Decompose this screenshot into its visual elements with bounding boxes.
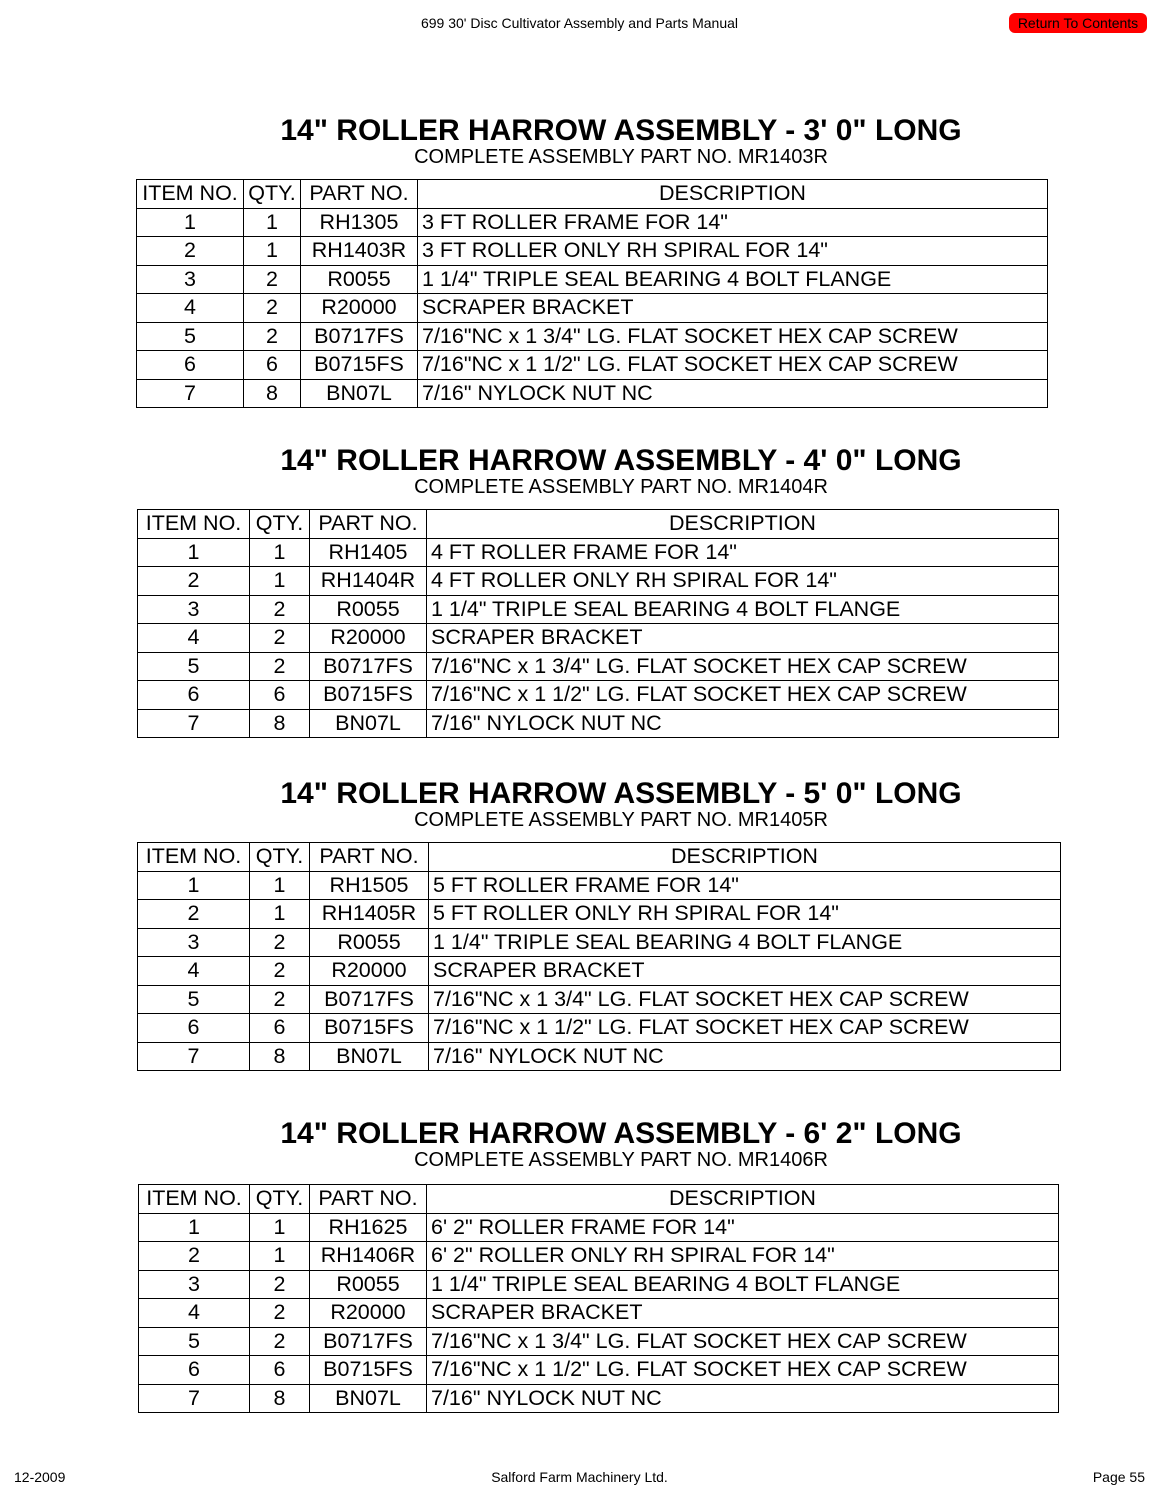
description-cell: 1 1/4" TRIPLE SEAL BEARING 4 BOLT FLANGE (418, 265, 1048, 294)
qty-cell: 2 (250, 595, 310, 624)
description-cell: SCRAPER BRACKET (429, 957, 1061, 986)
description-cell: SCRAPER BRACKET (418, 294, 1048, 323)
part-no-cell: BN07L (301, 379, 418, 408)
item-no-header: ITEM NO. (139, 1185, 250, 1214)
section-subtitle: COMPLETE ASSEMBLY PART NO. MR1403R (414, 146, 828, 168)
item-no-header: ITEM NO. (138, 510, 250, 539)
description-cell: 7/16"NC x 1 3/4" LG. FLAT SOCKET HEX CAP SCREW (427, 652, 1059, 681)
table-row (137, 237, 1048, 266)
part-no-cell: B0715FS (310, 681, 427, 710)
part-no-cell: B0717FS (310, 1327, 427, 1356)
parts-table (137, 842, 1061, 1071)
description-cell: 1 1/4" TRIPLE SEAL BEARING 4 BOLT FLANGE (427, 595, 1059, 624)
qty-header: QTY. (250, 843, 310, 872)
qty-cell: 2 (250, 624, 310, 653)
section-title: 14" ROLLER HARROW ASSEMBLY - 5' 0" LONG (280, 777, 962, 810)
table-header-row (138, 510, 1059, 539)
qty-cell: 6 (250, 681, 310, 710)
table-row (138, 871, 1061, 900)
part-no-cell: RH1305 (301, 208, 418, 237)
item-no-cell: 1 (138, 871, 250, 900)
item-no-cell: 3 (137, 265, 244, 294)
description-cell: 7/16" NYLOCK NUT NC (427, 1384, 1059, 1413)
item-no-cell: 5 (138, 985, 250, 1014)
description-header: DESCRIPTION (427, 1185, 1059, 1214)
qty-cell: 2 (250, 652, 310, 681)
part-no-cell: B0715FS (310, 1356, 427, 1385)
qty-cell: 1 (244, 237, 301, 266)
description-cell: 5 FT ROLLER ONLY RH SPIRAL FOR 14" (429, 900, 1061, 929)
table-row (138, 567, 1059, 596)
description-cell: 4 FT ROLLER FRAME FOR 14" (427, 538, 1059, 567)
qty-cell: 2 (250, 1299, 310, 1328)
description-cell: 1 1/4" TRIPLE SEAL BEARING 4 BOLT FLANGE (429, 928, 1061, 957)
table-row (139, 1242, 1059, 1271)
description-cell: 4 FT ROLLER ONLY RH SPIRAL FOR 14" (427, 567, 1059, 596)
item-no-cell: 3 (138, 595, 250, 624)
return-to-contents-button[interactable]: Return To Contents (1009, 13, 1147, 33)
item-no-cell: 6 (139, 1356, 250, 1385)
part-no-cell: BN07L (310, 1384, 427, 1413)
table-row (137, 351, 1048, 380)
part-no-cell: B0717FS (301, 322, 418, 351)
qty-cell: 1 (250, 871, 310, 900)
item-no-cell: 1 (138, 538, 250, 567)
part-no-header: PART NO. (310, 1185, 427, 1214)
parts-table (138, 1184, 1059, 1413)
table-row (139, 1327, 1059, 1356)
table-header-row (138, 843, 1061, 872)
table-row (137, 294, 1048, 323)
item-no-cell: 6 (137, 351, 244, 380)
table-row (138, 624, 1059, 653)
table-row (138, 681, 1059, 710)
description-cell: 7/16"NC x 1 1/2" LG. FLAT SOCKET HEX CAP SCREW (427, 1356, 1059, 1385)
table-row (138, 957, 1061, 986)
description-cell: 1 1/4" TRIPLE SEAL BEARING 4 BOLT FLANGE (427, 1270, 1059, 1299)
section-title: 14" ROLLER HARROW ASSEMBLY - 4' 0" LONG (280, 444, 962, 477)
description-cell: 6' 2" ROLLER FRAME FOR 14" (427, 1213, 1059, 1242)
table-row (137, 322, 1048, 351)
table-row (138, 709, 1059, 738)
table-row (138, 985, 1061, 1014)
table-row (138, 900, 1061, 929)
item-no-cell: 2 (139, 1242, 250, 1271)
part-no-cell: R0055 (310, 928, 429, 957)
part-no-cell: R20000 (301, 294, 418, 323)
table-row (137, 379, 1048, 408)
table-header-row (137, 180, 1048, 209)
item-no-header: ITEM NO. (138, 843, 250, 872)
part-no-cell: RH1405 (310, 538, 427, 567)
table-row (139, 1270, 1059, 1299)
part-no-cell: RH1505 (310, 871, 429, 900)
part-no-header: PART NO. (310, 843, 429, 872)
description-cell: SCRAPER BRACKET (427, 1299, 1059, 1328)
qty-cell: 1 (250, 567, 310, 596)
table-row (138, 595, 1059, 624)
part-no-header: PART NO. (310, 510, 427, 539)
qty-cell: 1 (244, 208, 301, 237)
part-no-cell: B0715FS (301, 351, 418, 380)
item-no-cell: 5 (137, 322, 244, 351)
part-no-cell: B0715FS (310, 1014, 429, 1043)
footer-page-number: Page 55 (1092, 1469, 1145, 1485)
section-subtitle: COMPLETE ASSEMBLY PART NO. MR1404R (414, 476, 828, 498)
table-row (138, 538, 1059, 567)
qty-cell: 2 (244, 294, 301, 323)
description-cell: 7/16"NC x 1 1/2" LG. FLAT SOCKET HEX CAP SCREW (427, 681, 1059, 710)
part-no-cell: B0717FS (310, 652, 427, 681)
item-no-cell: 7 (139, 1384, 250, 1413)
item-no-cell: 2 (137, 237, 244, 266)
qty-cell: 2 (244, 322, 301, 351)
part-no-cell: RH1405R (310, 900, 429, 929)
part-no-cell: R20000 (310, 1299, 427, 1328)
item-no-cell: 3 (139, 1270, 250, 1299)
qty-cell: 8 (250, 709, 310, 738)
description-cell: 7/16" NYLOCK NUT NC (429, 1042, 1061, 1071)
part-no-cell: R20000 (310, 957, 429, 986)
item-no-cell: 1 (139, 1213, 250, 1242)
part-no-cell: R0055 (310, 1270, 427, 1299)
part-no-cell: B0717FS (310, 985, 429, 1014)
qty-cell: 8 (244, 379, 301, 408)
item-no-cell: 6 (138, 1014, 250, 1043)
item-no-cell: 4 (137, 294, 244, 323)
item-no-cell: 7 (137, 379, 244, 408)
item-no-cell: 4 (138, 957, 250, 986)
qty-cell: 8 (250, 1042, 310, 1071)
table-row (138, 928, 1061, 957)
qty-cell: 6 (250, 1356, 310, 1385)
description-cell: 3 FT ROLLER ONLY RH SPIRAL FOR 14" (418, 237, 1048, 266)
qty-cell: 2 (244, 265, 301, 294)
section-subtitle: COMPLETE ASSEMBLY PART NO. MR1405R (414, 809, 828, 831)
item-no-cell: 4 (139, 1299, 250, 1328)
item-no-header: ITEM NO. (137, 180, 244, 209)
item-no-cell: 3 (138, 928, 250, 957)
item-no-cell: 1 (137, 208, 244, 237)
description-cell: 7/16"NC x 1 1/2" LG. FLAT SOCKET HEX CAP SCREW (418, 351, 1048, 380)
table-row (138, 652, 1059, 681)
table-row (139, 1299, 1059, 1328)
qty-cell: 1 (250, 1242, 310, 1271)
section-title: 14" ROLLER HARROW ASSEMBLY - 6' 2" LONG (280, 1117, 962, 1150)
description-header: DESCRIPTION (418, 180, 1048, 209)
section-subtitle: COMPLETE ASSEMBLY PART NO. MR1406R (414, 1149, 828, 1171)
qty-cell: 6 (250, 1014, 310, 1043)
description-cell: 7/16"NC x 1 3/4" LG. FLAT SOCKET HEX CAP SCREW (429, 985, 1061, 1014)
item-no-cell: 7 (138, 709, 250, 738)
part-no-cell: BN07L (310, 709, 427, 738)
description-cell: SCRAPER BRACKET (427, 624, 1059, 653)
table-row (139, 1384, 1059, 1413)
qty-header: QTY. (250, 1185, 310, 1214)
item-no-cell: 2 (138, 567, 250, 596)
description-cell: 7/16" NYLOCK NUT NC (418, 379, 1048, 408)
item-no-cell: 5 (138, 652, 250, 681)
section-title: 14" ROLLER HARROW ASSEMBLY - 3' 0" LONG (280, 114, 962, 147)
description-cell: 7/16"NC x 1 3/4" LG. FLAT SOCKET HEX CAP SCREW (427, 1327, 1059, 1356)
description-header: DESCRIPTION (427, 510, 1059, 539)
table-header-row (139, 1185, 1059, 1214)
part-no-header: PART NO. (301, 180, 418, 209)
item-no-cell: 5 (139, 1327, 250, 1356)
qty-header: QTY. (250, 510, 310, 539)
item-no-cell: 7 (138, 1042, 250, 1071)
parts-table (137, 509, 1059, 738)
item-no-cell: 4 (138, 624, 250, 653)
parts-table (136, 179, 1048, 408)
part-no-cell: RH1404R (310, 567, 427, 596)
table-row (137, 265, 1048, 294)
part-no-cell: R0055 (310, 595, 427, 624)
footer-company: Salford Farm Machinery Ltd. (491, 1469, 668, 1485)
part-no-cell: BN07L (310, 1042, 429, 1071)
qty-cell: 1 (250, 1213, 310, 1242)
part-no-cell: R0055 (301, 265, 418, 294)
qty-cell: 6 (244, 351, 301, 380)
description-cell: 7/16" NYLOCK NUT NC (427, 709, 1059, 738)
part-no-cell: RH1406R (310, 1242, 427, 1271)
qty-cell: 2 (250, 1270, 310, 1299)
manual-title: 699 30' Disc Cultivator Assembly and Parts Manual (420, 15, 739, 31)
table-row (138, 1014, 1061, 1043)
part-no-cell: RH1625 (310, 1213, 427, 1242)
qty-cell: 1 (250, 538, 310, 567)
item-no-cell: 6 (138, 681, 250, 710)
table-row (139, 1356, 1059, 1385)
description-cell: 6' 2" ROLLER ONLY RH SPIRAL FOR 14" (427, 1242, 1059, 1271)
part-no-cell: R20000 (310, 624, 427, 653)
qty-cell: 2 (250, 985, 310, 1014)
table-row (138, 1042, 1061, 1071)
qty-cell: 2 (250, 1327, 310, 1356)
description-cell: 7/16"NC x 1 3/4" LG. FLAT SOCKET HEX CAP SCREW (418, 322, 1048, 351)
qty-cell: 8 (250, 1384, 310, 1413)
description-cell: 3 FT ROLLER FRAME FOR 14" (418, 208, 1048, 237)
item-no-cell: 2 (138, 900, 250, 929)
description-header: DESCRIPTION (429, 843, 1061, 872)
qty-cell: 2 (250, 928, 310, 957)
qty-header: QTY. (244, 180, 301, 209)
qty-cell: 1 (250, 900, 310, 929)
part-no-cell: RH1403R (301, 237, 418, 266)
qty-cell: 2 (250, 957, 310, 986)
description-cell: 7/16"NC x 1 1/2" LG. FLAT SOCKET HEX CAP SCREW (429, 1014, 1061, 1043)
description-cell: 5 FT ROLLER FRAME FOR 14" (429, 871, 1061, 900)
footer-date: 12-2009 (14, 1469, 66, 1485)
table-row (139, 1213, 1059, 1242)
table-row (137, 208, 1048, 237)
